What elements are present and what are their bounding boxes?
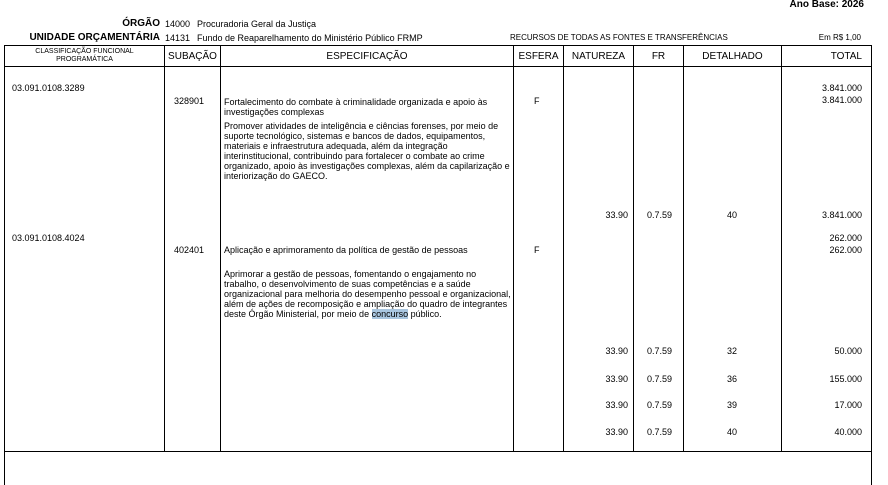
- detalhado-value: 32: [727, 346, 738, 356]
- subacao-title: Fortalecimento do combate à criminalidade organizada e apoio às investigações complexas: [224, 97, 488, 117]
- fr-value: 0.7.59: [647, 374, 673, 384]
- moeda-label: Em R$ 1,00: [818, 33, 861, 42]
- col-classificacao-l1: CLASSIFICAÇÃO FUNCIONAL: [35, 48, 134, 55]
- orgao-name: Procuradoria Geral da Justiça: [197, 19, 317, 29]
- esfera-value: F: [534, 96, 540, 106]
- recursos-label: RECURSOS DE TODAS AS FONTES E TRANSFERÊNCIAS: [510, 33, 728, 42]
- col-especificacao: ESPECIFICAÇÃO: [326, 50, 408, 62]
- description-text: Aprimorar a gestão de pessoas, fomentando o engajamento no trabalho, o desenvolvimento de suas competências e a saúde organizacional para melhoria do desempenho pessoal e organizacional, além de ações de recomposição e ampliação do quadro de integrantes deste Órgão Ministerial, por meio de: [224, 269, 511, 319]
- total-programa: 262.000: [829, 233, 862, 243]
- classificacao-code: 03.091.0108.3289: [12, 83, 85, 93]
- esfera-value: F: [534, 245, 540, 255]
- col-natureza: NATUREZA: [571, 50, 626, 62]
- natureza-value: 33.90: [605, 210, 628, 220]
- natureza-value: 33.90: [605, 374, 628, 384]
- total-value: 17.000: [834, 400, 862, 410]
- col-fr: FR: [651, 50, 666, 62]
- unidade-label: UNIDADE ORÇAMENTÁRIA: [29, 32, 160, 43]
- col-subacao: SUBAÇÃO: [168, 50, 217, 62]
- detalhado-value: 40: [727, 427, 738, 437]
- natureza-value: 33.90: [605, 427, 628, 437]
- subacao-code: 402401: [174, 245, 205, 255]
- detalhado-value: 39: [727, 400, 738, 410]
- subacao-description: Promover atividades de inteligência e ciências forenses, por meio de suporte tecnológico, sistemas e bancos de dados, equipamentos, materiais e infraestrutura adequada, além da integração interinstitucional, contribuindo para fortalecer o combate ao crime organizado, apoio às investigações complexas, além da capilarização e interiorização do GAECO.: [224, 121, 510, 181]
- unidade-name: Fundo de Reaparelhamento do Ministério Público FRMP: [197, 33, 423, 43]
- total-subacao: 262.000: [829, 245, 862, 255]
- total-value: 50.000: [834, 346, 862, 356]
- total-subacao: 3.841.000: [821, 95, 862, 105]
- fr-value: 0.7.59: [647, 427, 673, 437]
- unidade-code: 14131: [165, 33, 191, 43]
- subacao-title: Aplicação e aprimoramento da política de gestão de pessoas: [224, 245, 468, 255]
- total-programa: 3.841.000: [821, 83, 862, 93]
- fr-value: 0.7.59: [647, 210, 673, 220]
- fr-value: 0.7.59: [647, 400, 673, 410]
- fr-value: 0.7.59: [647, 346, 673, 356]
- highlighted-word: concurso: [371, 309, 409, 319]
- col-total: TOTAL: [830, 50, 862, 62]
- col-classificacao: [5, 46, 164, 66]
- col-esfera: ESFERA: [518, 50, 559, 62]
- ano-base: Ano Base: 2026: [789, 0, 864, 10]
- total-value: 3.841.000: [821, 210, 862, 220]
- classificacao-code: 03.091.0108.4024: [12, 233, 85, 243]
- col-classificacao-l2: PROGRAMÁTICA: [56, 56, 113, 63]
- description-text-end: público.: [410, 309, 442, 319]
- detalhado-value: 36: [727, 374, 738, 384]
- subacao-code: 328901: [174, 96, 205, 106]
- orgao-label: ÓRGÃO: [122, 18, 160, 29]
- col-detalhado: DETALHADO: [702, 50, 763, 62]
- orgao-code: 14000: [165, 19, 191, 29]
- subacao-description: [224, 269, 512, 319]
- natureza-value: 33.90: [605, 400, 628, 410]
- total-value: 155.000: [829, 374, 862, 384]
- total-value: 40.000: [834, 427, 862, 437]
- natureza-value: 33.90: [605, 346, 628, 356]
- detalhado-value: 40: [727, 210, 738, 220]
